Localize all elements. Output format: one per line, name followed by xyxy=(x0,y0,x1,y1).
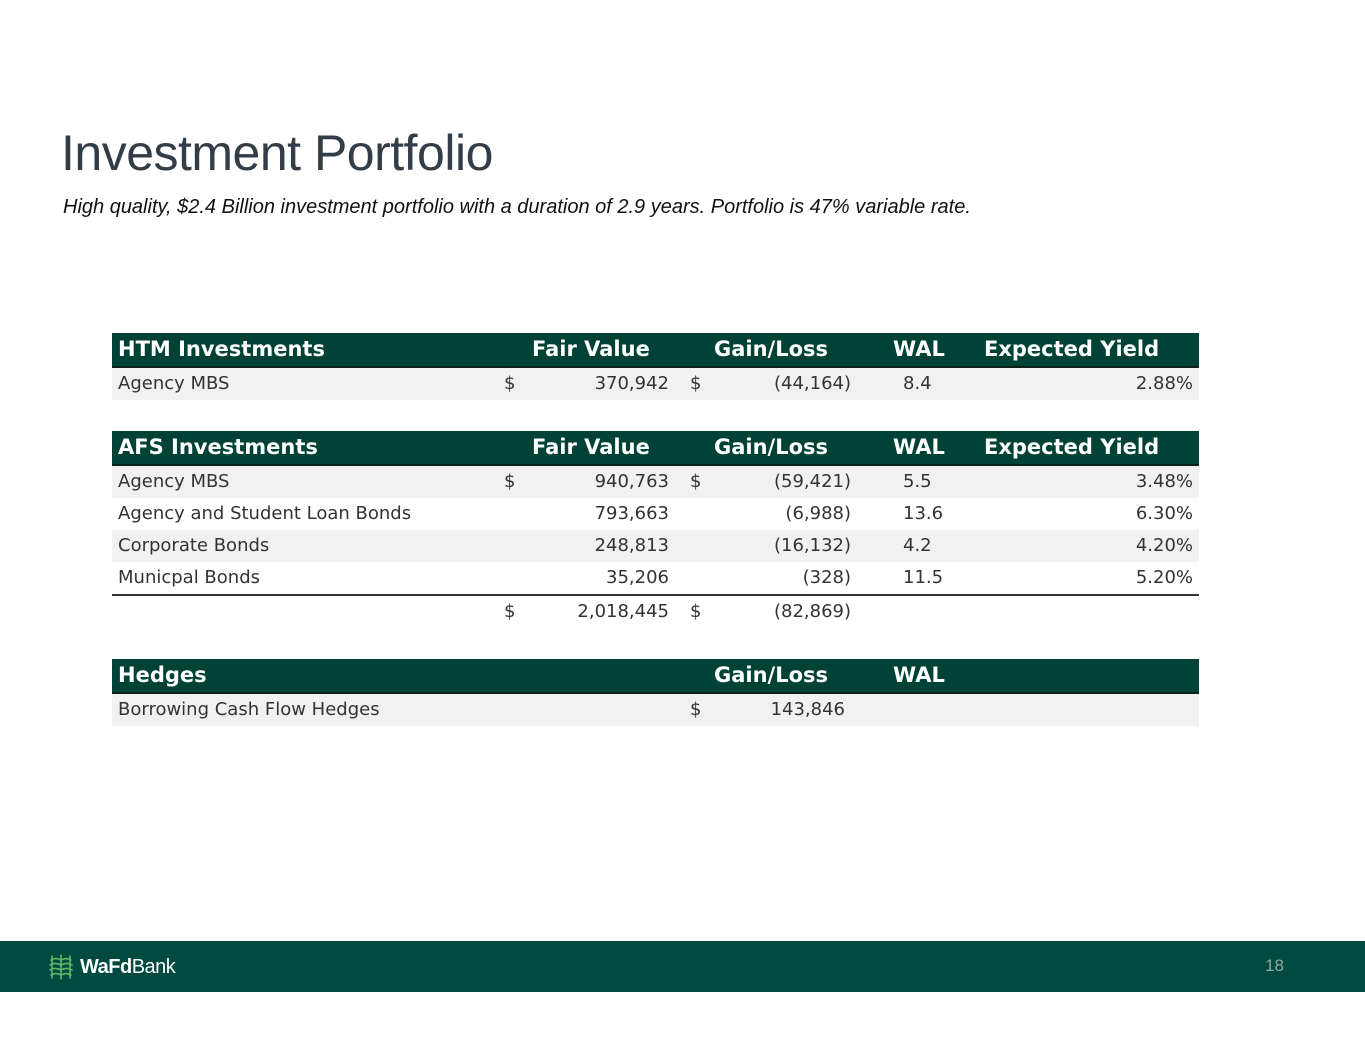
row-name: Corporate Bonds xyxy=(118,535,270,556)
hedges-header-row xyxy=(112,659,1199,694)
table-row xyxy=(112,466,1199,498)
hedges-header-name: Hedges xyxy=(118,663,207,687)
htm-header-name: HTM Investments xyxy=(118,337,325,361)
currency-symbol: $ xyxy=(504,373,516,394)
total-row xyxy=(112,596,1199,628)
expected-yield-cell: 2.88% xyxy=(1135,373,1193,394)
hedges-header-wal: WAL xyxy=(893,663,945,687)
wal-cell: 13.6 xyxy=(903,503,944,524)
currency-symbol: $ xyxy=(690,373,702,394)
fair-value-cell: 370,942 xyxy=(594,373,669,394)
gain-loss-cell: (16,132) xyxy=(773,535,851,556)
total-gain-loss: (82,869) xyxy=(773,601,851,622)
htm-header-fair-value: Fair Value xyxy=(532,337,650,361)
table-row xyxy=(112,368,1199,400)
expected-yield-cell: 4.20% xyxy=(1135,535,1193,556)
gain-loss-cell: (59,421) xyxy=(773,471,851,492)
currency-symbol: $ xyxy=(690,601,702,622)
table-row xyxy=(112,530,1199,562)
gain-loss-cell: (328) xyxy=(802,567,851,588)
afs-investments-table xyxy=(112,431,1199,628)
fair-value-cell: 940,763 xyxy=(594,471,669,492)
table-row xyxy=(112,694,1199,726)
afs-header-fair-value: Fair Value xyxy=(532,435,650,459)
wal-cell: 11.5 xyxy=(903,567,944,588)
hedges-table xyxy=(112,659,1199,726)
afs-header-wal: WAL xyxy=(893,435,945,459)
expected-yield-cell: 5.20% xyxy=(1135,567,1193,588)
logo-wordmark xyxy=(80,956,175,979)
gain-loss-cell: (44,164) xyxy=(773,373,851,394)
wafd-logo-icon xyxy=(46,952,76,982)
afs-header-expected-yield: Expected Yield xyxy=(984,435,1160,459)
afs-header-name: AFS Investments xyxy=(118,435,318,459)
currency-symbol: $ xyxy=(504,601,516,622)
footer-bar xyxy=(0,941,1365,992)
htm-header-wal: WAL xyxy=(893,337,945,361)
fair-value-cell: 35,206 xyxy=(606,567,669,588)
expected-yield-cell: 6.30% xyxy=(1135,503,1193,524)
htm-header-row xyxy=(112,333,1199,368)
table-row xyxy=(112,562,1199,594)
currency-symbol: $ xyxy=(690,699,702,720)
fair-value-cell: 793,663 xyxy=(594,503,669,524)
row-name: Agency MBS xyxy=(118,471,230,492)
logo-wordmark-bold: WaFd xyxy=(80,955,132,978)
wal-cell: 8.4 xyxy=(903,373,932,394)
wal-cell: 5.5 xyxy=(903,471,932,492)
total-fair-value: 2,018,445 xyxy=(577,601,669,622)
wafd-logo xyxy=(46,952,175,982)
row-name: Borrowing Cash Flow Hedges xyxy=(118,699,380,720)
htm-investments-table xyxy=(112,333,1199,400)
page-number: 18 xyxy=(1265,956,1284,975)
gain-loss-cell: (6,988) xyxy=(785,503,851,524)
htm-header-expected-yield: Expected Yield xyxy=(984,337,1160,361)
currency-symbol: $ xyxy=(690,471,702,492)
currency-symbol: $ xyxy=(504,471,516,492)
gain-loss-cell: 143,846 xyxy=(770,699,845,720)
hedges-header-gain-loss: Gain/Loss xyxy=(714,663,829,687)
afs-header-gain-loss: Gain/Loss xyxy=(714,435,829,459)
row-name: Agency and Student Loan Bonds xyxy=(118,503,412,524)
fair-value-cell: 248,813 xyxy=(594,535,669,556)
wal-cell: 4.2 xyxy=(903,535,932,556)
expected-yield-cell: 3.48% xyxy=(1135,471,1193,492)
page-title: Investment Portfolio xyxy=(61,125,493,181)
htm-header-gain-loss: Gain/Loss xyxy=(714,337,829,361)
row-name: Municpal Bonds xyxy=(118,567,260,588)
row-name: Agency MBS xyxy=(118,373,230,394)
logo-wordmark-regular: Bank xyxy=(131,955,176,978)
afs-header-row xyxy=(112,431,1199,466)
table-row xyxy=(112,498,1199,530)
page-subtitle: High quality, $2.4 Billion investment portfolio with a duration of 2.9 years. Portfolio is 47% variable rate. xyxy=(63,196,971,218)
